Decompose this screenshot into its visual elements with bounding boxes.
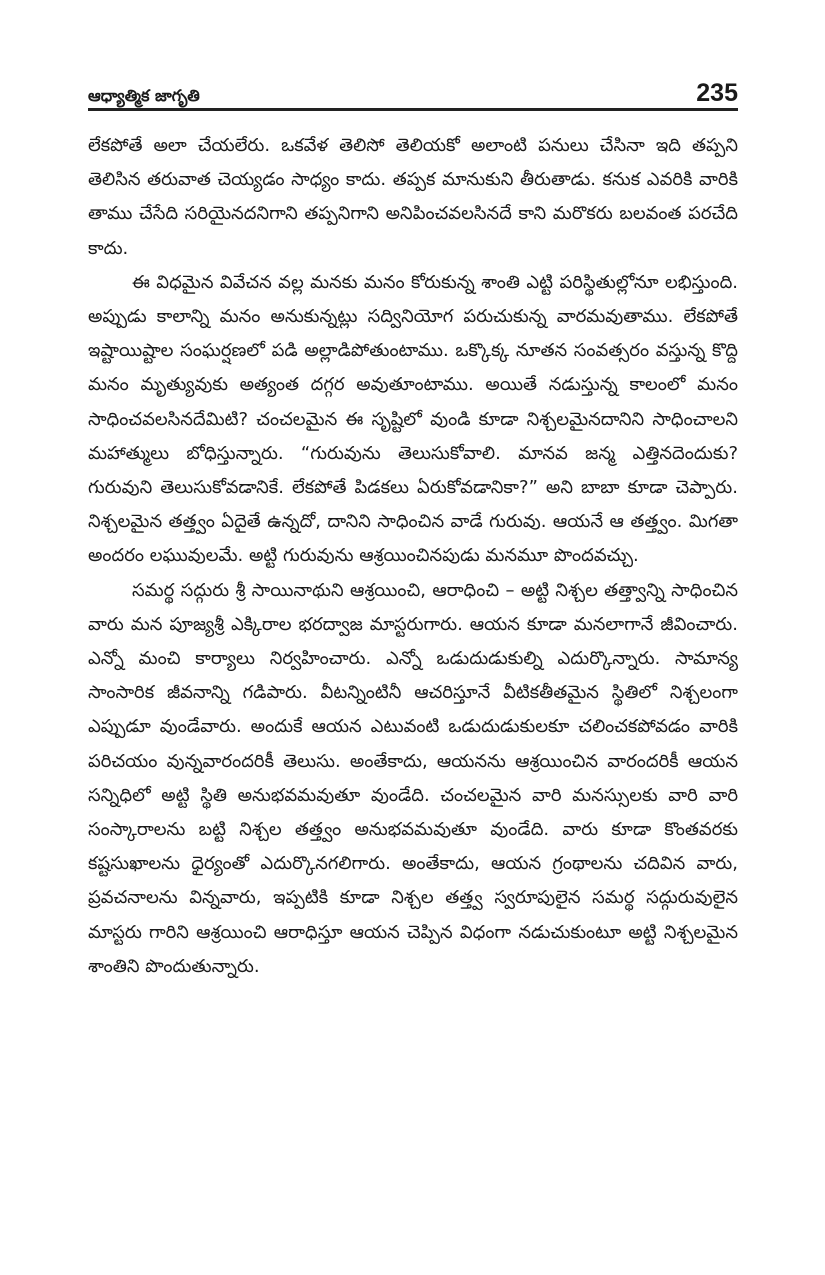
running-header <box>88 76 738 111</box>
page-body <box>88 129 738 984</box>
book-page <box>88 76 738 1216</box>
paragraph: ఈ విధమైన వివేచన వల్ల మనకు మనం కోరుకున్న శాంతి ఎట్టి పరిస్థితుల్లోనూ లభిస్తుంది. అప్పుడు కాలాన్ని మనం అనుకున్నట్లు సద్వినియోగ పరుచుకున్న వారమవుతాము. లేకపోతే ఇష్టాయిష్టాల సంఘర్షణలో పడి అల్లాడిపోతుంటాము. ఒక్కొక్క నూతన సంవత్సరం వస్తున్న కొద్ది మనం మృత్యువుకు అత్యంత దగ్గర అవుతూంటాము. అయితే నడుస్తున్న కాలంలో మనం సాధించవలసినదేమిటి? చంచలమైన ఈ సృష్టిలో వుండి కూడా నిశ్చలమైనదానిని సాధించాలని మహాత్ములు బోధిస్తున్నారు. “గురువును తెలుసుకోవాలి. మానవ జన్మ ఎత్తినదెందుకు? గురువుని తెలుసుకోవడానికే. లేకపోతే పిడకలు ఏరుకోవడానికా?” అని బాబా కూడా చెప్పారు. నిశ్చలమైన తత్త్వం ఏదైతే ఉన్నదో, దానిని సాధించిన వాడే గురువు. ఆయనే ఆ తత్త్వం. మిగతా అందరం లఘువులమే. అట్టి గురువును ఆశ్రయించినపుడు మనమూ పొందవచ్చు. <box>88 271 738 567</box>
paragraph-continued: లేకపోతే అలా చేయలేరు. ఒకవేళ తెలిసో తెలియకో అలాంటి పనులు చేసినా ఇది తప్పని తెలిసిన తరువాత చెయ్యడం సాధ్యం కాదు. తప్పక మానుకుని తీరుతాడు. కనుక ఎవరికి వారికి తాము చేసేది సరియైనదనిగాని తప్పనిగాని అనిపించవలసినదే కాని మరొకరు బలవంత పరచేది కాదు. <box>88 135 738 259</box>
header-title: ఆధ్యాత్మిక జాగృతి <box>88 86 200 105</box>
paragraph: సమర్థ సద్గురు శ్రీ సాయినాథుని ఆశ్రయించి, ఆరాధించి – అట్టి నిశ్చల తత్త్వాన్ని సాధించిన వారు మన పూజ్యశ్రీ ఎక్కిరాల భరద్వాజ మాస్టరుగారు. ఆయన కూడా మనలాగానే జీవించారు. ఎన్నో మంచి కార్యాలు నిర్వహించారు. ఎన్నో ఒడుదుడుకుల్ని ఎదుర్కొన్నారు. సామాన్య సాంసారిక జీవనాన్ని గడిపారు. వీటన్నింటినీ ఆచరిస్తూనే వీటికతీతమైన స్థితిలో నిశ్చలంగా ఎప్పుడూ వుండేవారు. అందుకే ఆయన ఎటువంటి ఒడుదుడుకులకూ చలించకపోవడం వారికి పరిచయం వున్నవారందరికీ తెలుసు. అంతేకాదు, ఆయనను ఆశ్రయించిన వారందరికీ ఆయన సన్నిధిలో అట్టి స్థితి అనుభవమవుతూ వుండేది. చంచలమైన వారి మనస్సులకు వారి వారి సంస్కారాలను బట్టి నిశ్చల తత్త్వం అనుభవమవుతూ వుండేది. వారు కూడా కొంతవరకు కష్టసుఖాలను ధైర్యంతో ఎదుర్కొనగలిగారు. అంతేకాదు, ఆయన గ్రంథాలను చదివిన వారు, ప్రవచనాలను విన్నవారు, ఇప్పటికి కూడా నిశ్చల తత్త్వ స్వరూపులైన సమర్థ సద్గురువులైన మాస్టరు గారిని ఆశ్రయించి ఆరాధిస్తూ ఆయన చెప్పిన విధంగా నడుచుకుంటూ అట్టి నిశ్చలమైన శాంతిని పొందుతున్నారు. <box>88 579 738 977</box>
page-number: 235 <box>696 79 738 107</box>
